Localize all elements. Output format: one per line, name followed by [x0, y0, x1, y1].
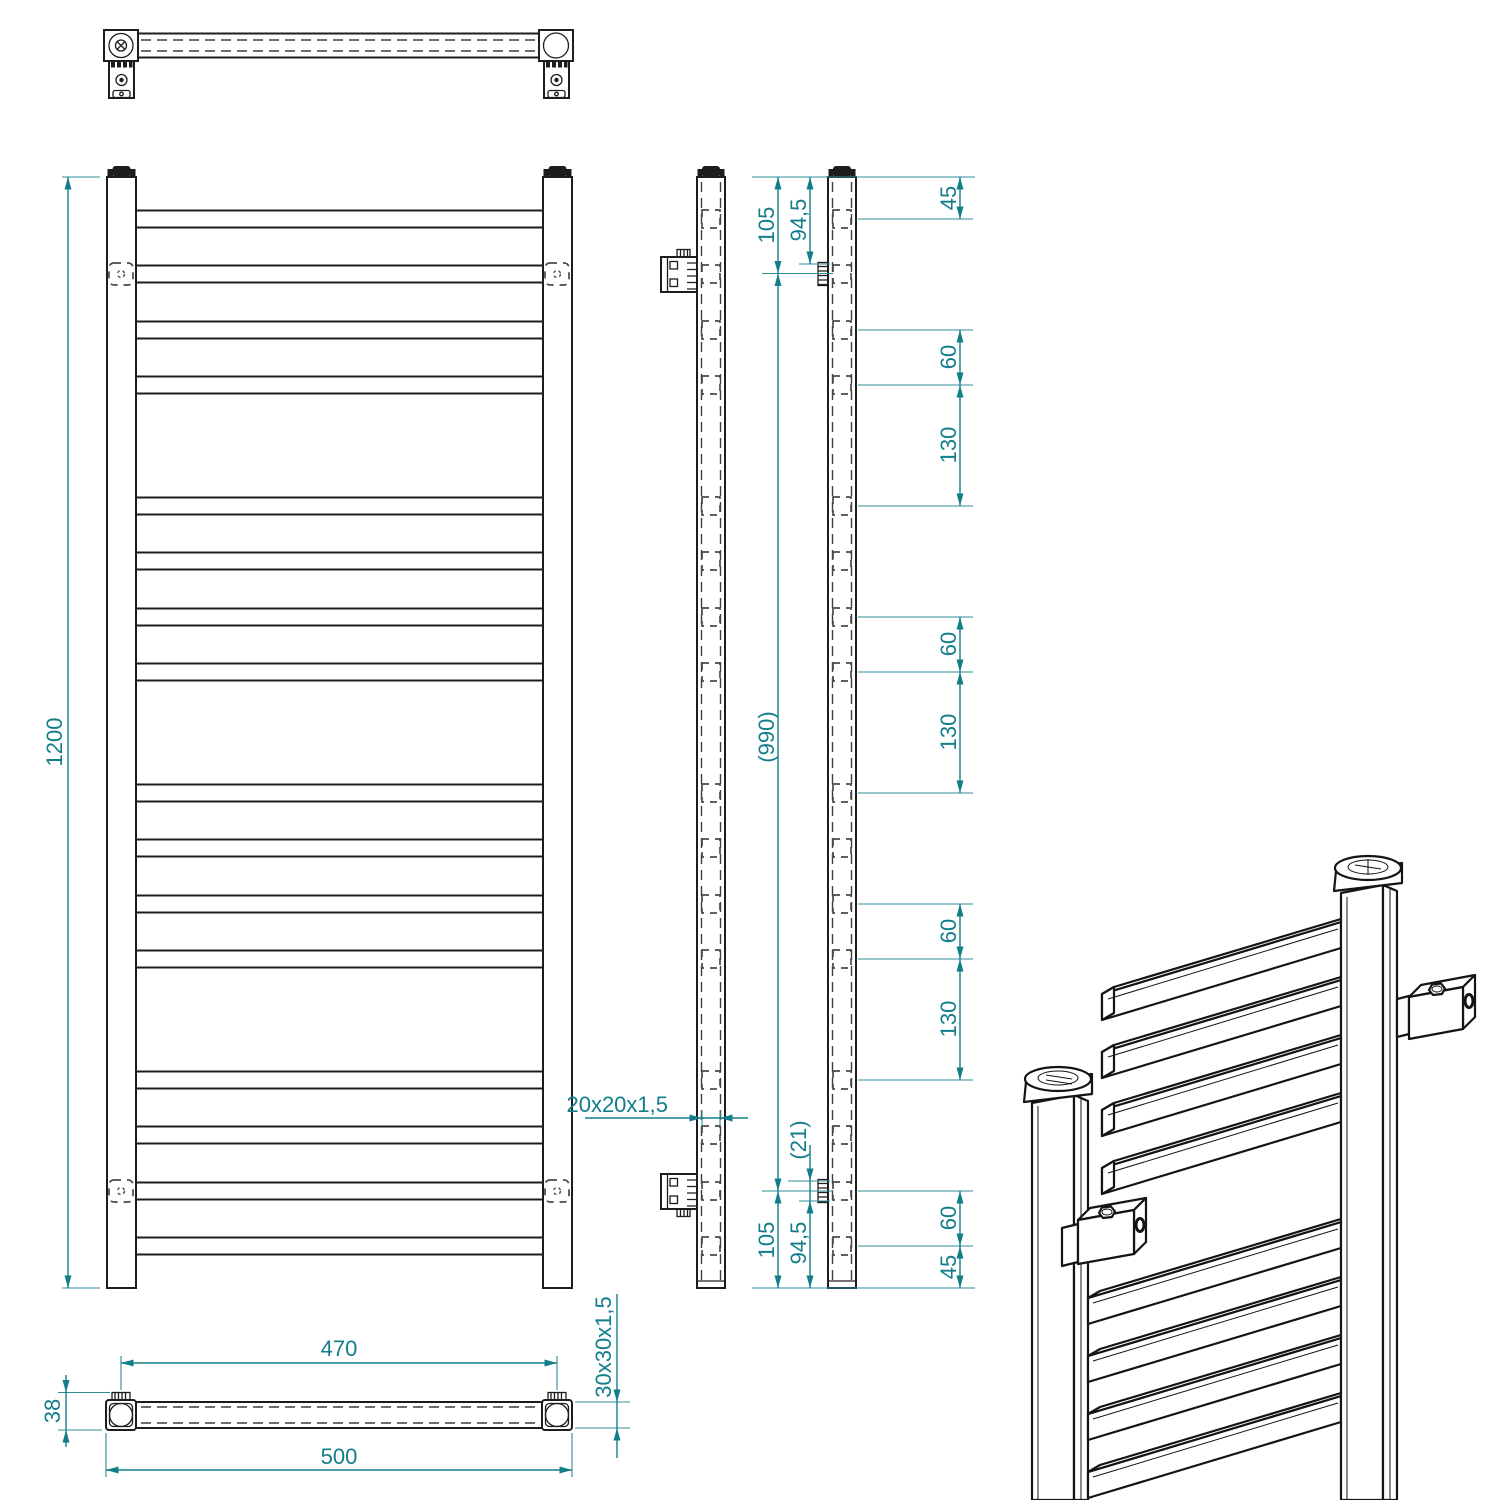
dim-plate-offset-label: 94,5	[786, 198, 811, 242]
dim-bottom-plate-label: 94,5	[786, 1221, 811, 1265]
bracket-top-view-right	[544, 61, 569, 98]
bracket-markers-front	[109, 263, 569, 1202]
cap-front-left	[108, 166, 136, 177]
dim-pitch-label-1: 60	[936, 344, 961, 370]
bottom-block-right	[542, 1393, 572, 1431]
cap-front-right	[544, 166, 572, 177]
dim-height-label: 1200	[42, 717, 67, 767]
hex-bolt-icon	[1099, 1207, 1115, 1219]
dim-depth-label: 38	[40, 1398, 65, 1424]
side-view-right	[818, 166, 856, 1288]
dim-top-offset-label: 105	[754, 206, 779, 244]
top-view	[104, 30, 573, 98]
wall-bracket-side-bottom	[661, 1174, 697, 1217]
dim-pitch-label-2: 60	[936, 631, 961, 657]
bottom-block-left	[106, 1393, 136, 1431]
bracket-hole-icon	[1136, 1219, 1144, 1232]
dim-adjust-label: (21)	[786, 1120, 811, 1160]
bracket-top-view-left	[109, 61, 134, 98]
iso-rungs-upper	[1102, 916, 1351, 1194]
rungs-front	[136, 211, 543, 1255]
dim-span-label: (990)	[754, 711, 779, 763]
iso-bracket-right	[1397, 975, 1475, 1039]
collector-left	[107, 177, 136, 1288]
dim-overall-width-label: 500	[320, 1444, 358, 1469]
wall-bracket-side-top	[661, 250, 697, 293]
isometric-detail-view	[1024, 856, 1475, 1500]
dim-bottom-offset-label: 105	[754, 1221, 779, 1259]
cap-side-2	[829, 166, 856, 177]
dim-pitch-label-3: 60	[936, 918, 961, 944]
dim-end-gap-bottom-label: 45	[936, 1254, 961, 1280]
dim-collector-profile-label: 30x30x1,5	[591, 1296, 616, 1398]
dim-center-width-label: 470	[320, 1336, 358, 1361]
iso-right-collector	[1334, 856, 1402, 1500]
dim-end-gap-top-label: 45	[936, 185, 961, 211]
dim-rung-profile-label: 20x20x1,5	[566, 1092, 668, 1117]
dim-group-gap-label-1: 130	[936, 426, 961, 464]
dim-pitch-label-4: 60	[936, 1205, 961, 1231]
hex-bolt-icon	[1429, 984, 1445, 996]
dim-group-gap-label-2: 130	[936, 713, 961, 751]
iso-rungs-lower	[1088, 1216, 1351, 1498]
bottom-view	[106, 1393, 572, 1431]
front-view	[107, 166, 572, 1288]
iso-left-collector	[1024, 1067, 1092, 1500]
dim-group-gap-label-3: 130	[936, 1000, 961, 1038]
cap-side-1	[698, 166, 725, 177]
collector-right	[543, 177, 572, 1288]
bracket-hole-icon	[1465, 995, 1473, 1008]
